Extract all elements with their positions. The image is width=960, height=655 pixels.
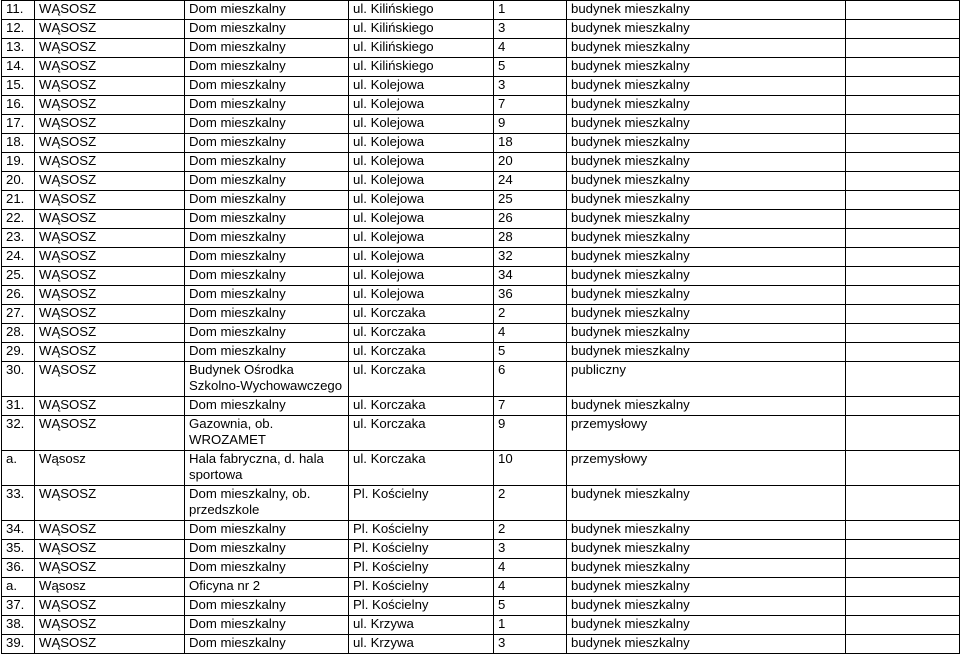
cell-empty	[846, 210, 960, 229]
cell-nr: 27.	[2, 305, 35, 324]
cell-nr: 15.	[2, 77, 35, 96]
cell-locality: WĄSOSZ	[35, 39, 185, 58]
cell-street: ul. Korczaka	[349, 305, 494, 324]
cell-empty	[846, 1, 960, 20]
cell-locality: WĄSOSZ	[35, 521, 185, 540]
cell-empty	[846, 267, 960, 286]
cell-street: ul. Kolejowa	[349, 267, 494, 286]
cell-number: 5	[494, 58, 567, 77]
cell-nr: 33.	[2, 486, 35, 521]
cell-type: budynek mieszkalny	[567, 343, 846, 362]
cell-type: budynek mieszkalny	[567, 267, 846, 286]
cell-type: budynek mieszkalny	[567, 172, 846, 191]
table-row	[2, 397, 960, 416]
table-row	[2, 616, 960, 635]
cell-object: Dom mieszkalny	[185, 616, 349, 635]
cell-street: ul. Kolejowa	[349, 229, 494, 248]
cell-nr: 23.	[2, 229, 35, 248]
cell-street: ul. Korczaka	[349, 362, 494, 397]
table-row	[2, 343, 960, 362]
cell-type: budynek mieszkalny	[567, 305, 846, 324]
cell-street: Pl. Kościelny	[349, 486, 494, 521]
cell-empty	[846, 191, 960, 210]
cell-object: Dom mieszkalny	[185, 324, 349, 343]
monuments-table	[1, 0, 960, 654]
cell-empty	[846, 616, 960, 635]
cell-type: budynek mieszkalny	[567, 1, 846, 20]
cell-empty	[846, 172, 960, 191]
cell-street: ul. Kolejowa	[349, 191, 494, 210]
cell-type: budynek mieszkalny	[567, 559, 846, 578]
table-row	[2, 267, 960, 286]
cell-locality: WĄSOSZ	[35, 58, 185, 77]
cell-locality: WĄSOSZ	[35, 305, 185, 324]
cell-type: budynek mieszkalny	[567, 248, 846, 267]
cell-number: 5	[494, 597, 567, 616]
cell-empty	[846, 486, 960, 521]
cell-locality: WĄSOSZ	[35, 248, 185, 267]
table-row	[2, 305, 960, 324]
table-row	[2, 153, 960, 172]
cell-locality: WĄSOSZ	[35, 1, 185, 20]
cell-empty	[846, 115, 960, 134]
cell-nr: 28.	[2, 324, 35, 343]
cell-object: Dom mieszkalny	[185, 210, 349, 229]
cell-locality: WĄSOSZ	[35, 172, 185, 191]
cell-object: Dom mieszkalny	[185, 58, 349, 77]
cell-type: budynek mieszkalny	[567, 191, 846, 210]
cell-number: 2	[494, 521, 567, 540]
cell-empty	[846, 77, 960, 96]
cell-empty	[846, 229, 960, 248]
table-row	[2, 521, 960, 540]
table-row	[2, 248, 960, 267]
cell-object: Oficyna nr 2	[185, 578, 349, 597]
cell-number: 4	[494, 559, 567, 578]
cell-street: ul. Kolejowa	[349, 115, 494, 134]
cell-street: ul. Kolejowa	[349, 210, 494, 229]
cell-type: budynek mieszkalny	[567, 635, 846, 654]
cell-number: 18	[494, 134, 567, 153]
cell-nr: a.	[2, 578, 35, 597]
cell-type: budynek mieszkalny	[567, 96, 846, 115]
cell-object: Dom mieszkalny	[185, 20, 349, 39]
cell-locality: WĄSOSZ	[35, 96, 185, 115]
cell-number: 7	[494, 96, 567, 115]
cell-nr: 39.	[2, 635, 35, 654]
cell-empty	[846, 324, 960, 343]
cell-number: 3	[494, 20, 567, 39]
table-row	[2, 39, 960, 58]
table-row	[2, 286, 960, 305]
cell-empty	[846, 559, 960, 578]
cell-type: budynek mieszkalny	[567, 286, 846, 305]
cell-empty	[846, 343, 960, 362]
cell-locality: WĄSOSZ	[35, 362, 185, 397]
cell-object: Dom mieszkalny	[185, 248, 349, 267]
cell-nr: 29.	[2, 343, 35, 362]
cell-nr: 11.	[2, 1, 35, 20]
cell-number: 36	[494, 286, 567, 305]
cell-number: 9	[494, 115, 567, 134]
cell-type: budynek mieszkalny	[567, 134, 846, 153]
cell-object: Dom mieszkalny	[185, 191, 349, 210]
cell-empty	[846, 521, 960, 540]
cell-number: 1	[494, 1, 567, 20]
cell-object: Hala fabryczna, d. hala sportowa	[185, 451, 349, 486]
cell-street: ul. Kolejowa	[349, 134, 494, 153]
cell-locality: WĄSOSZ	[35, 229, 185, 248]
table-row	[2, 134, 960, 153]
cell-locality: Wąsosz	[35, 578, 185, 597]
cell-nr: 37.	[2, 597, 35, 616]
cell-object: Dom mieszkalny	[185, 305, 349, 324]
cell-empty	[846, 416, 960, 451]
cell-locality: WĄSOSZ	[35, 20, 185, 39]
cell-empty	[846, 362, 960, 397]
cell-empty	[846, 635, 960, 654]
cell-type: budynek mieszkalny	[567, 597, 846, 616]
cell-empty	[846, 39, 960, 58]
table-row	[2, 115, 960, 134]
cell-object: Dom mieszkalny, ob. przedszkole	[185, 486, 349, 521]
cell-nr: 13.	[2, 39, 35, 58]
cell-type: budynek mieszkalny	[567, 39, 846, 58]
cell-street: Pl. Kościelny	[349, 559, 494, 578]
table-row	[2, 362, 960, 397]
cell-object: Dom mieszkalny	[185, 96, 349, 115]
table-row	[2, 1, 960, 20]
cell-nr: 14.	[2, 58, 35, 77]
cell-object: Dom mieszkalny	[185, 540, 349, 559]
cell-number: 25	[494, 191, 567, 210]
cell-street: ul. Krzywa	[349, 616, 494, 635]
cell-empty	[846, 286, 960, 305]
table-row	[2, 191, 960, 210]
cell-street: ul. Krzywa	[349, 635, 494, 654]
cell-nr: 18.	[2, 134, 35, 153]
table-row	[2, 635, 960, 654]
cell-number: 26	[494, 210, 567, 229]
cell-street: ul. Kilińskiego	[349, 1, 494, 20]
cell-type: przemysłowy	[567, 451, 846, 486]
cell-number: 6	[494, 362, 567, 397]
cell-type: budynek mieszkalny	[567, 115, 846, 134]
cell-object: Dom mieszkalny	[185, 229, 349, 248]
cell-number: 3	[494, 635, 567, 654]
cell-number: 4	[494, 39, 567, 58]
cell-locality: Wąsosz	[35, 451, 185, 486]
cell-street: ul. Kilińskiego	[349, 58, 494, 77]
cell-street: ul. Kolejowa	[349, 286, 494, 305]
cell-type: budynek mieszkalny	[567, 616, 846, 635]
table-row	[2, 77, 960, 96]
cell-empty	[846, 96, 960, 115]
cell-locality: WĄSOSZ	[35, 486, 185, 521]
cell-locality: WĄSOSZ	[35, 115, 185, 134]
cell-nr: 16.	[2, 96, 35, 115]
cell-street: Pl. Kościelny	[349, 578, 494, 597]
cell-street: ul. Korczaka	[349, 416, 494, 451]
cell-street: ul. Kolejowa	[349, 77, 494, 96]
cell-type: przemysłowy	[567, 416, 846, 451]
table-row	[2, 451, 960, 486]
cell-nr: 25.	[2, 267, 35, 286]
cell-locality: WĄSOSZ	[35, 77, 185, 96]
cell-empty	[846, 597, 960, 616]
cell-object: Dom mieszkalny	[185, 521, 349, 540]
cell-number: 1	[494, 616, 567, 635]
cell-number: 34	[494, 267, 567, 286]
cell-nr: 34.	[2, 521, 35, 540]
cell-number: 2	[494, 486, 567, 521]
cell-nr: a.	[2, 451, 35, 486]
cell-nr: 32.	[2, 416, 35, 451]
cell-empty	[846, 578, 960, 597]
cell-object: Gazownia, ob. WROZAMET	[185, 416, 349, 451]
cell-empty	[846, 397, 960, 416]
cell-empty	[846, 153, 960, 172]
cell-locality: WĄSOSZ	[35, 540, 185, 559]
cell-object: Dom mieszkalny	[185, 343, 349, 362]
cell-street: ul. Korczaka	[349, 451, 494, 486]
cell-nr: 17.	[2, 115, 35, 134]
cell-object: Dom mieszkalny	[185, 134, 349, 153]
cell-nr: 19.	[2, 153, 35, 172]
cell-object: Dom mieszkalny	[185, 267, 349, 286]
cell-object: Dom mieszkalny	[185, 597, 349, 616]
table-row	[2, 486, 960, 521]
cell-object: Dom mieszkalny	[185, 635, 349, 654]
cell-object: Budynek Ośrodka Szkolno-Wychowawczego	[185, 362, 349, 397]
table-row	[2, 597, 960, 616]
cell-street: Pl. Kościelny	[349, 597, 494, 616]
cell-locality: WĄSOSZ	[35, 597, 185, 616]
cell-type: budynek mieszkalny	[567, 20, 846, 39]
cell-nr: 36.	[2, 559, 35, 578]
cell-nr: 24.	[2, 248, 35, 267]
cell-number: 4	[494, 324, 567, 343]
table-row	[2, 20, 960, 39]
cell-type: budynek mieszkalny	[567, 153, 846, 172]
cell-object: Dom mieszkalny	[185, 39, 349, 58]
cell-street: ul. Kilińskiego	[349, 39, 494, 58]
cell-street: ul. Kolejowa	[349, 153, 494, 172]
cell-type: budynek mieszkalny	[567, 58, 846, 77]
cell-type: budynek mieszkalny	[567, 210, 846, 229]
cell-street: ul. Kolejowa	[349, 172, 494, 191]
cell-object: Dom mieszkalny	[185, 397, 349, 416]
cell-object: Dom mieszkalny	[185, 153, 349, 172]
cell-number: 10	[494, 451, 567, 486]
cell-locality: WĄSOSZ	[35, 616, 185, 635]
cell-locality: WĄSOSZ	[35, 416, 185, 451]
cell-street: Pl. Kościelny	[349, 540, 494, 559]
cell-locality: WĄSOSZ	[35, 267, 185, 286]
cell-number: 4	[494, 578, 567, 597]
cell-nr: 20.	[2, 172, 35, 191]
cell-empty	[846, 248, 960, 267]
table-row	[2, 324, 960, 343]
cell-nr: 35.	[2, 540, 35, 559]
cell-type: budynek mieszkalny	[567, 324, 846, 343]
cell-number: 2	[494, 305, 567, 324]
cell-object: Dom mieszkalny	[185, 286, 349, 305]
cell-nr: 12.	[2, 20, 35, 39]
cell-street: ul. Kolejowa	[349, 96, 494, 115]
cell-number: 3	[494, 540, 567, 559]
cell-street: ul. Korczaka	[349, 397, 494, 416]
cell-street: ul. Kilińskiego	[349, 20, 494, 39]
cell-number: 24	[494, 172, 567, 191]
cell-street: Pl. Kościelny	[349, 521, 494, 540]
cell-type: budynek mieszkalny	[567, 77, 846, 96]
cell-street: ul. Korczaka	[349, 343, 494, 362]
cell-number: 9	[494, 416, 567, 451]
cell-locality: WĄSOSZ	[35, 397, 185, 416]
cell-type: budynek mieszkalny	[567, 229, 846, 248]
cell-empty	[846, 58, 960, 77]
cell-nr: 26.	[2, 286, 35, 305]
cell-locality: WĄSOSZ	[35, 324, 185, 343]
cell-empty	[846, 451, 960, 486]
cell-type: budynek mieszkalny	[567, 578, 846, 597]
cell-object: Dom mieszkalny	[185, 77, 349, 96]
cell-locality: WĄSOSZ	[35, 286, 185, 305]
table-row	[2, 578, 960, 597]
table-row	[2, 559, 960, 578]
cell-locality: WĄSOSZ	[35, 343, 185, 362]
table-row	[2, 58, 960, 77]
cell-number: 7	[494, 397, 567, 416]
cell-empty	[846, 20, 960, 39]
cell-street: ul. Kolejowa	[349, 248, 494, 267]
cell-number: 3	[494, 77, 567, 96]
cell-locality: WĄSOSZ	[35, 134, 185, 153]
cell-street: ul. Korczaka	[349, 324, 494, 343]
cell-nr: 38.	[2, 616, 35, 635]
cell-empty	[846, 134, 960, 153]
table-row	[2, 172, 960, 191]
cell-locality: WĄSOSZ	[35, 559, 185, 578]
cell-object: Dom mieszkalny	[185, 1, 349, 20]
table-row	[2, 416, 960, 451]
cell-empty	[846, 305, 960, 324]
table-row	[2, 96, 960, 115]
cell-object: Dom mieszkalny	[185, 115, 349, 134]
cell-type: budynek mieszkalny	[567, 521, 846, 540]
cell-number: 20	[494, 153, 567, 172]
cell-number: 28	[494, 229, 567, 248]
cell-nr: 30.	[2, 362, 35, 397]
cell-type: budynek mieszkalny	[567, 397, 846, 416]
cell-number: 32	[494, 248, 567, 267]
table-body	[2, 1, 960, 654]
cell-locality: WĄSOSZ	[35, 210, 185, 229]
table-row	[2, 210, 960, 229]
cell-object: Dom mieszkalny	[185, 172, 349, 191]
cell-nr: 22.	[2, 210, 35, 229]
cell-locality: WĄSOSZ	[35, 635, 185, 654]
cell-locality: WĄSOSZ	[35, 191, 185, 210]
cell-object: Dom mieszkalny	[185, 559, 349, 578]
cell-type: publiczny	[567, 362, 846, 397]
cell-nr: 31.	[2, 397, 35, 416]
cell-nr: 21.	[2, 191, 35, 210]
cell-type: budynek mieszkalny	[567, 486, 846, 521]
cell-locality: WĄSOSZ	[35, 153, 185, 172]
table-row	[2, 540, 960, 559]
cell-type: budynek mieszkalny	[567, 540, 846, 559]
cell-empty	[846, 540, 960, 559]
table-row	[2, 229, 960, 248]
cell-number: 5	[494, 343, 567, 362]
